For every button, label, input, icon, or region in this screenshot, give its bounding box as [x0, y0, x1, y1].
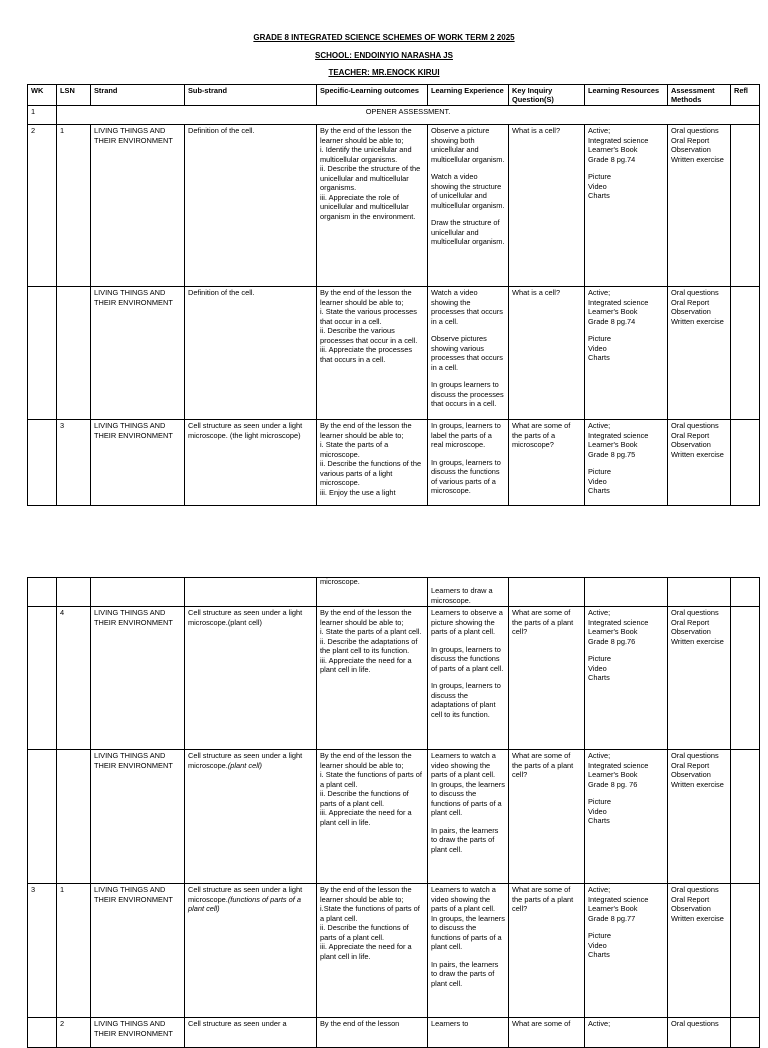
outcome-line: i. State the various processes that occur in a cell.: [320, 307, 417, 326]
table-row: [28, 1018, 760, 1048]
resource-line: Video: [588, 343, 607, 353]
resource-line: Video: [588, 940, 607, 950]
resource-line: Video: [588, 806, 607, 816]
resource-line: Charts: [588, 353, 610, 362]
inquiry-cell: [509, 578, 585, 607]
scheme-table-page2: [27, 577, 760, 1048]
outcome-line: ii. Describe the various processes that occur in a cell.: [320, 326, 418, 345]
assessment-line: Observation: [671, 627, 711, 636]
experience-line: In groups, the learners to discuss the functions of parts of a plant cell.: [431, 913, 505, 951]
strand-cell: LIVING THINGS AND THEIR ENVIRONMENT: [91, 420, 185, 506]
substrand-cell: Cell structure as seen under a light microscope.(plant cell): [185, 607, 317, 750]
resource-line: Picture: [588, 467, 612, 476]
outcome-line: iii. Enjoy the use a light: [320, 487, 396, 497]
outcomes-cell: [317, 607, 428, 750]
experience-line: Observe pictures showing various processes that occurs in a cell.: [431, 334, 503, 372]
resource-line: Learner's Book: [588, 145, 638, 154]
outcome-line: ii. Describe the functions of parts of a plant cell.: [320, 789, 409, 808]
outcome-line: i. Identify the unicellular and multicellular organisms.: [320, 145, 412, 164]
outcomes-cell: [317, 884, 428, 1018]
substrand-cell: Definition of the cell.: [185, 125, 317, 287]
resources-cell: [585, 884, 668, 1018]
resource-line: Active;: [588, 608, 611, 617]
experience-line: In groups, the learners to discuss the functions of parts of a plant cell.: [431, 779, 505, 817]
outcomes-cell: [317, 125, 428, 287]
table-row: [28, 607, 760, 750]
resource-line: Learner's Book: [588, 440, 638, 449]
experience-line: Learners to observe a picture showing the parts of a plant cell.: [431, 608, 503, 636]
experience-cell: [428, 578, 509, 607]
substrand-detail: (functions of parts of a plant cell): [188, 894, 301, 913]
resource-line: Picture: [588, 931, 612, 940]
strand-cell: LIVING THINGS AND THEIR ENVIRONMENT: [91, 607, 185, 750]
resource-line: Learner's Book: [588, 307, 638, 316]
assessment-cell: [668, 750, 731, 884]
inquiry-cell: What are some of: [509, 1018, 585, 1048]
assessment-line: Oral Report: [671, 760, 710, 770]
resource-line: Charts: [588, 950, 610, 959]
outcome-line: microscope.: [320, 577, 360, 586]
strand-cell: LIVING THINGS AND THEIR ENVIRONMENT: [91, 750, 185, 884]
week-cell: [28, 1018, 57, 1048]
experience-line: Learners to watch a video showing the parts of a plant cell.: [431, 751, 496, 779]
lesson-cell: 4: [57, 607, 91, 750]
outcome-line: iii. Appreciate the role of unicellular and multicellular organism in the environment.: [320, 192, 416, 221]
week-cell: [28, 578, 57, 607]
substrand-cell: [185, 750, 317, 884]
outcomes-cell: [317, 287, 428, 420]
reflection-cell: [731, 578, 760, 607]
col-header-experience: Learning Experience: [428, 85, 509, 106]
assessment-line: Oral questions: [671, 608, 719, 617]
assessment-line: Observation: [671, 440, 711, 449]
experience-line: In pairs, the learners to draw the parts of plant cell.: [431, 825, 499, 854]
col-header-strand: Strand: [91, 85, 185, 106]
outcome-line: By the end of the lesson the learner should be able to;: [320, 608, 412, 627]
resource-line: Active;: [588, 421, 611, 430]
experience-line: Observe a picture showing both unicellular and multicellular organism.: [431, 126, 505, 164]
assessment-line: Written exercise: [671, 779, 724, 789]
resource-line: Learner's Book: [588, 627, 638, 636]
outcome-line: ii. Describe the adaptations of the plant cell to its function.: [320, 636, 418, 655]
resource-line: Grade 8 pg.74: [588, 316, 636, 326]
resource-line: Picture: [588, 172, 612, 181]
table-row: [28, 287, 760, 420]
resource-line: Grade 8 pg.75: [588, 449, 636, 459]
outcomes-cell: [317, 750, 428, 884]
strand-cell: LIVING THINGS AND THEIR ENVIRONMENT: [91, 287, 185, 420]
col-header-substrand: Sub-strand: [185, 85, 317, 106]
assessment-line: Written exercise: [671, 316, 724, 326]
col-header-reflection: Refl: [731, 85, 760, 106]
resources-cell: [585, 125, 668, 287]
outcome-line: iii. Appreciate the need for a plant cell in life.: [320, 942, 412, 961]
assessment-line: Written exercise: [671, 636, 724, 646]
experience-line: Learners to watch a video showing the parts of a plant cell.: [431, 885, 496, 913]
resource-line: Charts: [588, 191, 610, 200]
strand-cell: LIVING THINGS AND THEIR ENVIRONMENT: [91, 1018, 185, 1048]
experience-line: In groups, learners to label the parts of a real microscope.: [431, 421, 501, 449]
scheme-table-page1: [27, 84, 760, 506]
experience-line: Watch a video showing the processes that occurs in a cell.: [431, 288, 503, 326]
assessment-cell: [668, 884, 731, 1018]
resource-line: Video: [588, 181, 607, 191]
resource-line: Grade 8 pg.76: [588, 636, 636, 646]
assessment-cell: [668, 578, 731, 607]
substrand-cell: [185, 884, 317, 1018]
experience-line: Draw the structure of unicellular and multicellular organism.: [431, 218, 505, 246]
week-cell: 1: [28, 106, 57, 125]
school-name: SCHOOL: ENDOINYIO NARASHA JS: [315, 51, 453, 60]
substrand-cell: Cell structure as seen under a light microscope. (the light microscope): [185, 420, 317, 506]
assessment-cell: [668, 420, 731, 506]
resources-cell: [585, 578, 668, 607]
experience-cell: [428, 287, 509, 420]
assessment-cell: [668, 287, 731, 420]
outcome-line: iii. Appreciate the need for a plant cell in life.: [320, 655, 412, 674]
lesson-cell: 3: [57, 420, 91, 506]
teacher-name: TEACHER: MR.ENOCK KIRUI: [328, 68, 440, 77]
resource-line: Grade 8 pg.74: [588, 154, 636, 164]
assessment-line: Written exercise: [671, 449, 724, 459]
resources-cell: [585, 287, 668, 420]
experience-cell: [428, 420, 509, 506]
assessment-line: Written exercise: [671, 154, 724, 164]
assessment-line: Written exercise: [671, 913, 724, 923]
experience-cell: [428, 607, 509, 750]
assessment-line: Observation: [671, 145, 711, 154]
outcome-line: By the end of the lesson the learner should be able to;: [320, 288, 412, 307]
experience-line: In groups learners to discuss the processes that occurs in a cell.: [431, 380, 504, 408]
strand-cell: [91, 578, 185, 607]
inquiry-cell: What is a cell?: [509, 287, 585, 420]
lesson-cell: [57, 750, 91, 884]
strand-cell: LIVING THINGS AND THEIR ENVIRONMENT: [91, 125, 185, 287]
experience-cell: [428, 125, 509, 287]
week-cell: [28, 750, 57, 884]
experience-line: Learners to draw a microscope.: [431, 586, 493, 605]
resource-line: Charts: [588, 673, 610, 682]
col-header-assessment: Assessment Methods: [668, 85, 731, 106]
resource-line: Charts: [588, 486, 610, 495]
table-header-row: [28, 85, 760, 106]
opener-assessment: OPENER ASSESSMENT.: [57, 106, 760, 125]
assessment-line: Oral questions: [671, 751, 719, 760]
resource-line: Integrated science: [588, 297, 649, 307]
strand-cell: LIVING THINGS AND THEIR ENVIRONMENT: [91, 884, 185, 1018]
week-cell: 2: [28, 125, 57, 287]
experience-cell: [428, 750, 509, 884]
resources-cell: [585, 750, 668, 884]
col-header-lsn: LSN: [57, 85, 91, 106]
assessment-cell: [668, 125, 731, 287]
resource-line: Active;: [588, 885, 611, 894]
outcome-line: iii. Appreciate the need for a plant cell in life.: [320, 808, 412, 827]
resource-line: Active;: [588, 751, 611, 760]
inquiry-cell: What are some of the parts of a plant cell?: [509, 607, 585, 750]
assessment-cell: [668, 607, 731, 750]
continuation-row: [28, 578, 760, 607]
experience-cell: Learners to: [428, 1018, 509, 1048]
outcome-line: iii. Appreciate the processes that occurs in a cell.: [320, 345, 413, 364]
reflection-cell: [731, 420, 760, 506]
lesson-cell: [57, 578, 91, 607]
resources-cell: [585, 607, 668, 750]
substrand-text: Cell structure as seen under a light microscope.: [188, 885, 303, 904]
reflection-cell: [731, 287, 760, 420]
resource-line: Learner's Book: [588, 904, 638, 913]
resource-line: Integrated science: [588, 894, 649, 904]
week-cell: 3: [28, 884, 57, 1018]
resource-line: Learner's Book: [588, 770, 638, 779]
outcome-line: By the end of the lesson the learner should be able to;: [320, 421, 412, 440]
outcome-line: ii. Describe the functions of the various parts of a light microscope.: [320, 459, 422, 487]
substrand-cell: Definition of the cell.: [185, 287, 317, 420]
outcomes-cell: [317, 578, 428, 607]
week-cell: [28, 607, 57, 750]
outcome-line: By the end of the lesson the learner should be able to;: [320, 751, 412, 770]
lesson-cell: 2: [57, 1018, 91, 1048]
assessment-line: Observation: [671, 307, 711, 316]
inquiry-cell: What are some of the parts of a plant cell?: [509, 884, 585, 1018]
assessment-line: Oral Report: [671, 297, 710, 307]
resource-line: Integrated science: [588, 760, 649, 770]
resource-line: Picture: [588, 654, 612, 663]
col-header-wk: WK: [28, 85, 57, 106]
outcomes-cell: By the end of the lesson: [317, 1018, 428, 1048]
reflection-cell: [731, 750, 760, 884]
table-row: [28, 420, 760, 506]
resources-cell: Active;: [585, 1018, 668, 1048]
substrand-cell: [185, 578, 317, 607]
resource-line: Picture: [588, 334, 612, 343]
col-header-outcomes: Specific-Learning outcomes: [317, 85, 428, 106]
col-header-resources: Learning Resources: [585, 85, 668, 106]
resource-line: Integrated science: [588, 135, 649, 145]
table-row: [28, 884, 760, 1018]
reflection-cell: [731, 125, 760, 287]
outcome-line: i. State the functions of parts of a plant cell.: [320, 770, 422, 789]
outcome-line: ii. Describe the functions of parts of a plant cell.: [320, 923, 409, 942]
resource-line: Integrated science: [588, 430, 649, 440]
experience-cell: [428, 884, 509, 1018]
experience-line: In pairs, the learners to draw the parts of plant cell.: [431, 959, 499, 988]
assessment-line: Observation: [671, 904, 711, 913]
assessment-line: Oral Report: [671, 430, 710, 440]
experience-line: In groups, learners to discuss the functions of various parts of a microscope.: [431, 457, 501, 495]
resource-line: Picture: [588, 797, 612, 806]
reflection-cell: [731, 884, 760, 1018]
assessment-line: Oral questions: [671, 126, 719, 135]
experience-line: In groups, learners to discuss the adaptations of plant cell to its function.: [431, 681, 501, 719]
resource-line: Charts: [588, 816, 610, 825]
assessment-line: Oral questions: [671, 288, 719, 297]
substrand-cell: Cell structure as seen under a: [185, 1018, 317, 1048]
assessment-line: Oral questions: [671, 885, 719, 894]
lesson-cell: 1: [57, 884, 91, 1018]
resource-line: Active;: [588, 288, 611, 297]
assessment-line: Oral Report: [671, 135, 710, 145]
resource-line: Video: [588, 476, 607, 486]
resource-line: Video: [588, 663, 607, 673]
assessment-line: Oral Report: [671, 617, 710, 627]
substrand-text: Cell structure as seen under a light microscope.: [188, 751, 303, 770]
outcome-line: i. State the parts of a plant cell.: [320, 627, 422, 636]
resource-line: Integrated science: [588, 617, 649, 627]
inquiry-cell: What are some of the parts of a plant cell?: [509, 750, 585, 884]
outcome-line: By the end of the lesson the learner should be able to;: [320, 126, 412, 145]
outcome-line: By the end of the lesson the learner should be able to;: [320, 885, 412, 904]
outcomes-cell: [317, 420, 428, 506]
substrand-detail: (plant cell): [227, 760, 262, 770]
outcome-line: ii. Describe the structure of the unicellular and multicellular organisms.: [320, 164, 421, 192]
resources-cell: [585, 420, 668, 506]
inquiry-cell: What is a cell?: [509, 125, 585, 287]
outcome-line: i. State the parts of a microscope.: [320, 440, 389, 459]
experience-line: In groups, learners to discuss the functions of parts of a plant cell.: [431, 644, 504, 673]
week-cell: [28, 287, 57, 420]
assessment-cell: Oral questions: [668, 1018, 731, 1048]
col-header-inquiry: Key Inquiry Question(S): [509, 85, 585, 106]
assessment-line: Observation: [671, 770, 711, 779]
week-cell: [28, 420, 57, 506]
table-row: [28, 125, 760, 287]
outcome-line: i.State the functions of parts of a plant cell.: [320, 904, 420, 923]
assessment-line: Oral questions: [671, 421, 719, 430]
inquiry-cell: What are some of the parts of a microscope?: [509, 420, 585, 506]
resource-line: Active;: [588, 126, 611, 135]
lesson-cell: 1: [57, 125, 91, 287]
opener-row: [28, 106, 760, 125]
reflection-cell: [731, 1018, 760, 1048]
reflection-cell: [731, 607, 760, 750]
assessment-line: Oral Report: [671, 894, 710, 904]
table-row: [28, 750, 760, 884]
experience-line: Watch a video showing the structure of unicellular and multicellular organism.: [431, 172, 505, 210]
document-title: GRADE 8 INTEGRATED SCIENCE SCHEMES OF WORK TERM 2 2025: [253, 33, 515, 42]
lesson-cell: [57, 287, 91, 420]
resource-line: Grade 8 pg. 76: [588, 779, 638, 789]
resource-line: Grade 8 pg.77: [588, 913, 636, 923]
